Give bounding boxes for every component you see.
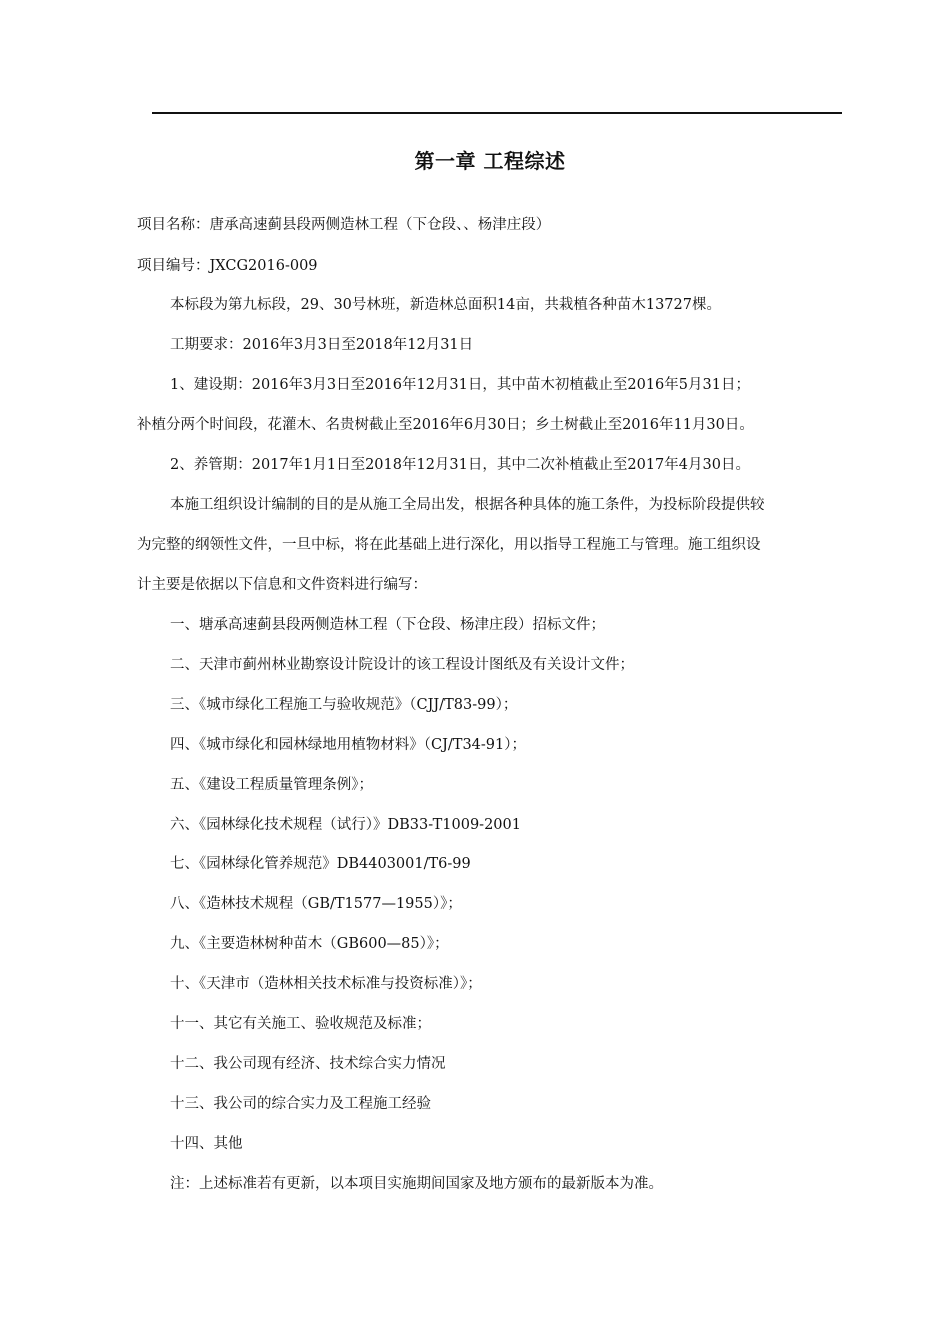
basis-item: 十四、其他 <box>170 1136 243 1152</box>
basis-item: 七、《园林绿化管养规范》DB4403001/T6-99 <box>170 856 471 872</box>
construction-period-line-2: 补植分两个时间段，花灌木、名贵树截止至2016年6月30日；乡土树截止至2016年11月30日。 <box>137 417 754 433</box>
update-note: 注：上述标准若有更新，以本项目实施期间国家及地方颁布的最新版本为准。 <box>170 1176 663 1192</box>
purpose-line-1: 本施工组织设计编制的目的是从施工全局出发，根据各种具体的施工条件，为投标阶段提供较 <box>170 497 765 513</box>
basis-item: 十一、其它有关施工、验收规范及标准； <box>170 1016 431 1032</box>
basis-item: 一、塘承高速蓟县段两侧造林工程（下仓段、杨津庄段）招标文件； <box>170 617 605 633</box>
project-number: 项目编号：JXCG2016-009 <box>137 258 318 274</box>
schedule-requirement: 工期要求：2016年3月3日至2018年12月31日 <box>170 337 474 353</box>
project-name: 项目名称：唐承高速蓟县段两侧造林工程（下仓段、、杨津庄段） <box>137 217 551 233</box>
construction-period-line-1: 1、建设期：2016年3月3日至2016年12月31日，其中苗木初植截止至2016年5月31日； <box>170 377 750 393</box>
basis-item: 八、《造林技术规程（GB/T1577—1955）》； <box>170 896 462 912</box>
basis-item: 三、《城市绿化工程施工与验收规范》（CJJ/T83-99）； <box>170 697 518 713</box>
section-description: 本标段为第九标段，29、30号林班，新造林总面积14亩，共栽植各种苗木13727棵。 <box>170 297 721 313</box>
chapter-title: 第一章 工程综述 <box>414 149 566 173</box>
purpose-line-2: 为完整的纲领性文件，一旦中标，将在此基础上进行深化，用以指导工程施工与管理。施工组织设 <box>137 537 761 553</box>
maintenance-period: 2、养管期：2017年1月1日至2018年12月31日，其中二次补植截止至2017年4月30日。 <box>170 457 750 473</box>
basis-item: 五、《建设工程质量管理条例》； <box>170 777 373 793</box>
basis-item: 六、《园林绿化技术规程（试行）》DB33-T1009-2001 <box>170 817 521 833</box>
basis-item: 四、《城市绿化和园林绿地用植物材料》（CJ/T34-91）； <box>170 737 527 753</box>
basis-item: 九、《主要造林树种苗木（GB600—85）》； <box>170 936 449 952</box>
basis-item: 十二、我公司现有经济、技术综合实力情况 <box>170 1056 446 1072</box>
header-rule <box>152 112 842 114</box>
basis-item: 十、《天津市（造林相关技术标准与投资标准）》； <box>170 976 482 992</box>
purpose-line-3: 计主要是依据以下信息和文件资料进行编写： <box>137 577 427 593</box>
basis-item: 二、天津市蓟州林业勘察设计院设计的该工程设计图纸及有关设计文件； <box>170 657 634 673</box>
basis-item: 十三、我公司的综合实力及工程施工经验 <box>170 1096 431 1112</box>
